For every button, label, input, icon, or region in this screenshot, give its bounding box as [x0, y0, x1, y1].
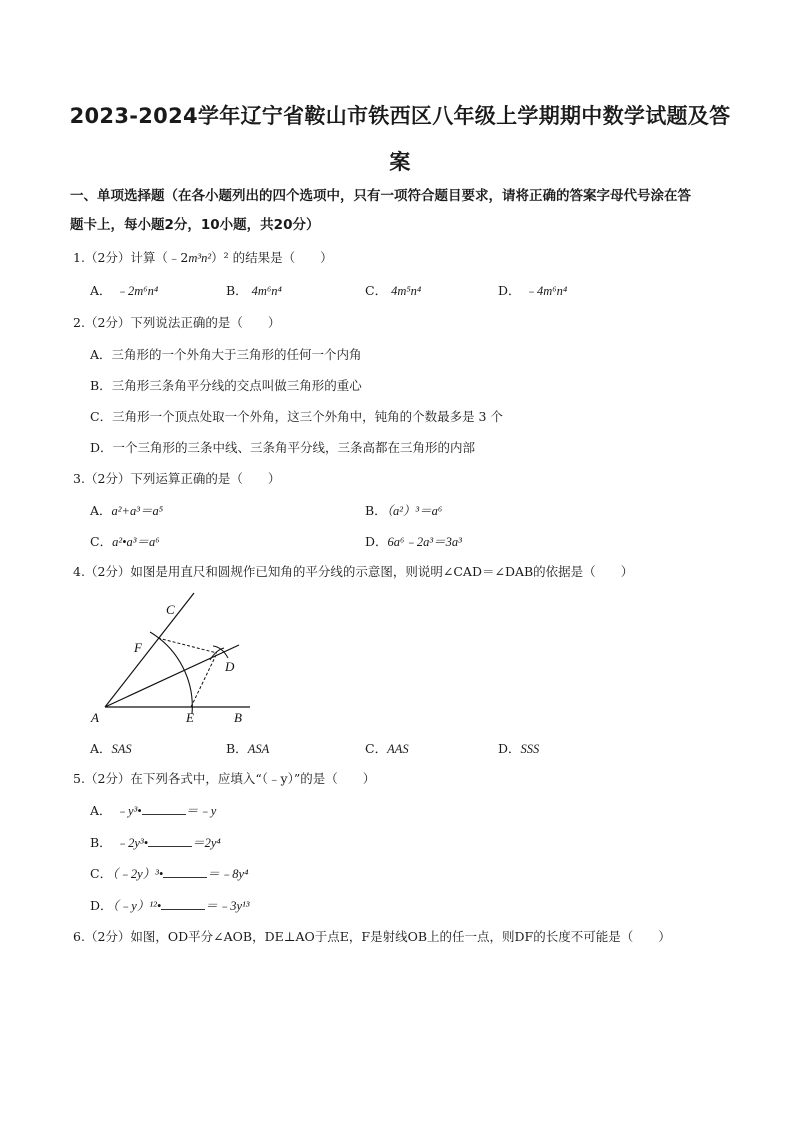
question-text: 下列说法正确的是（ ） — [130, 315, 281, 330]
question-5-option-b[interactable] — [90, 833, 221, 851]
question-score: （2分） — [84, 471, 131, 486]
document-title-line1: 2023-2024学年辽宁省鞍山市铁西区八年级上学期期中数学试题及答 — [69, 104, 731, 128]
option-label: A． — [90, 283, 112, 298]
question-1-option-b[interactable] — [226, 281, 282, 299]
angle-bisector-figure — [80, 588, 265, 733]
question-2-stem — [73, 313, 280, 331]
option-label: D． — [498, 283, 521, 298]
option-label: A． — [90, 803, 112, 818]
option-label: D． — [90, 898, 113, 913]
question-text: 如图，OD平分∠AOB，DE⊥AO于点E，F是射线OB上的任一点，则DF的长度不可能是（ ） — [130, 929, 671, 944]
question-score: （2分） — [84, 315, 131, 330]
question-1-stem — [73, 248, 333, 266]
option-text: 6a⁶﹣2a³＝3a³ — [387, 535, 462, 549]
section-heading-line1: 一、单项选择题（在各小题列出的四个选项中，只有一项符合题目要求，请将正确的答案字母代号涂在答 — [70, 188, 691, 204]
question-4-option-c[interactable] — [365, 739, 409, 757]
label-c: C — [166, 602, 175, 617]
question-5-option-c[interactable] — [90, 864, 248, 882]
question-score: （2分） — [84, 564, 131, 579]
answer-blank — [161, 899, 205, 910]
question-number: 5. — [73, 771, 85, 786]
option-text: SAS — [111, 742, 132, 756]
label-d: D — [225, 659, 235, 674]
question-2-option-a[interactable] — [90, 345, 362, 363]
option-text: 一个三角形的三条中线、三条角平分线，三条高都在三角形的内部 — [112, 440, 476, 455]
option-label: B． — [226, 741, 248, 756]
option-label: A． — [90, 741, 112, 756]
option-label: C． — [365, 741, 388, 756]
question-2-option-d[interactable] — [90, 438, 475, 456]
question-score: （2分） — [84, 929, 131, 944]
question-2-option-b[interactable] — [90, 376, 362, 394]
option-label: B． — [365, 503, 387, 518]
label-f: F — [134, 640, 142, 655]
question-5-stem — [73, 769, 375, 787]
question-4-option-b[interactable] — [226, 739, 269, 757]
question-number: 3. — [73, 471, 85, 486]
question-text: 如图是用直尺和圆规作已知角的平分线的示意图，则说明∠CAD＝∠DAB的依据是（ ） — [130, 564, 634, 579]
option-expr-left: （﹣y）¹²• — [112, 899, 162, 913]
question-text: 计算（﹣2 — [130, 250, 189, 265]
question-1-option-a[interactable] — [90, 281, 158, 299]
option-label: B． — [90, 378, 112, 393]
question-text: 在下列各式中，应填入“（﹣y）”的是（ ） — [130, 771, 376, 786]
option-label: B． — [90, 835, 112, 850]
option-expr-right: ＝﹣3y¹³ — [205, 899, 250, 913]
question-text: 下列运算正确的是（ ） — [130, 471, 281, 486]
section-heading — [70, 182, 740, 240]
question-score: （2分） — [84, 250, 131, 265]
option-expr-left: ﹣2y³• — [115, 836, 149, 850]
question-3-option-a[interactable] — [90, 501, 163, 519]
option-text: 4m⁵n⁴ — [391, 284, 422, 298]
label-b: B — [234, 710, 242, 725]
option-text: （a²）³＝a⁶ — [386, 504, 443, 518]
option-label: C． — [90, 534, 113, 549]
question-4-stem — [73, 562, 633, 580]
question-4-option-d[interactable] — [498, 739, 539, 757]
option-text: a²+a³＝a⁵ — [111, 504, 164, 518]
option-text: SSS — [520, 742, 540, 756]
option-text: a²•a³＝a⁶ — [112, 535, 160, 549]
question-1-option-d[interactable] — [498, 281, 567, 299]
question-number: 2. — [73, 315, 85, 330]
option-label: C． — [90, 866, 113, 881]
option-text: ﹣2m⁶n⁴ — [115, 284, 159, 298]
section-heading-line2: 题卡上，每小题2分，10小题，共20分） — [70, 217, 320, 233]
option-text: ASA — [247, 742, 270, 756]
option-text: AAS — [387, 742, 409, 756]
question-number: 1. — [73, 250, 85, 265]
option-text: 三角形一个顶点处取一个外角，这三个外角中，钝角的个数最多是 3 个 — [112, 409, 503, 424]
option-expr-left: ﹣y³• — [115, 804, 142, 818]
question-6-stem — [73, 927, 671, 945]
option-expr-right: ＝﹣8y⁴ — [207, 867, 249, 881]
question-text: ）² 的结果是（ ） — [211, 250, 333, 265]
option-label: D． — [365, 534, 388, 549]
option-expr-right: ＝﹣y — [185, 804, 217, 818]
option-label: C． — [365, 283, 388, 298]
answer-blank — [163, 867, 207, 878]
option-text: 4m⁶n⁴ — [251, 284, 282, 298]
option-text: 三角形的一个外角大于三角形的任何一个内角 — [111, 347, 362, 362]
option-label: A． — [90, 347, 112, 362]
question-5-option-a[interactable] — [90, 801, 216, 819]
option-label: B． — [226, 283, 248, 298]
option-label: D． — [90, 440, 113, 455]
question-3-stem — [73, 469, 280, 487]
question-3-option-d[interactable] — [365, 532, 462, 550]
label-a: A — [91, 710, 99, 725]
option-label: C． — [90, 409, 113, 424]
answer-blank — [148, 836, 192, 847]
question-4-option-a[interactable] — [90, 739, 132, 757]
option-label: A． — [90, 503, 112, 518]
option-text: ﹣4m⁶n⁴ — [524, 284, 568, 298]
option-expr-left: （﹣2y）³• — [112, 867, 164, 881]
document-title-line2: 案 — [389, 150, 411, 174]
question-math: m³n² — [188, 251, 212, 265]
label-e: E — [186, 710, 194, 725]
question-number: 6. — [73, 929, 85, 944]
question-2-option-c[interactable] — [90, 407, 503, 425]
question-3-option-c[interactable] — [90, 532, 160, 550]
option-text: 三角形三条角平分线的交点叫做三角形的重心 — [111, 378, 362, 393]
option-label: D． — [498, 741, 521, 756]
question-3-option-b[interactable] — [365, 501, 442, 519]
answer-blank — [142, 804, 186, 815]
question-5-option-d[interactable] — [90, 896, 250, 914]
question-1-option-c[interactable] — [365, 281, 421, 299]
question-number: 4. — [73, 564, 85, 579]
question-score: （2分） — [84, 771, 131, 786]
option-expr-right: ＝2y⁴ — [192, 836, 221, 850]
